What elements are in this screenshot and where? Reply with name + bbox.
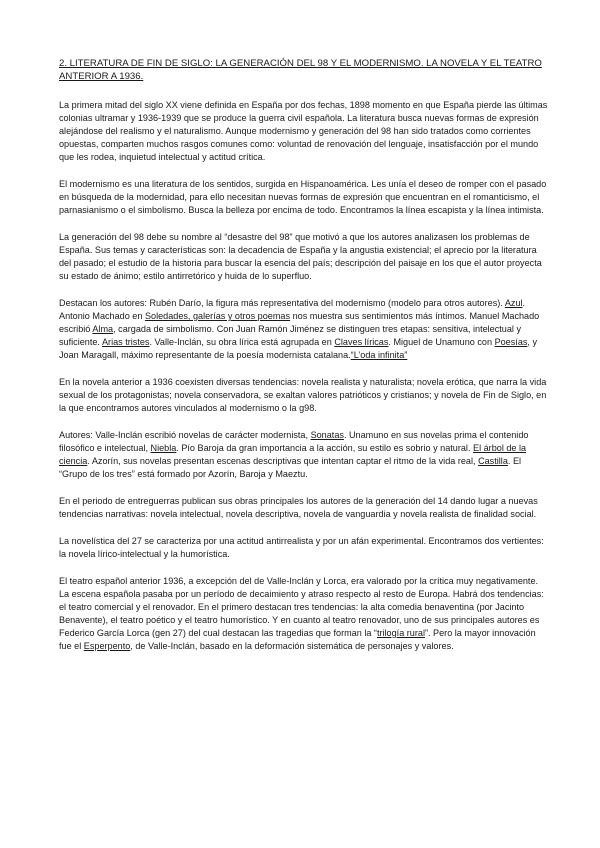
- text-run: La generación del 98 debe su nombre al “desastre del 98” que motivó a que los autores analizasen los problemas de España. Sus temas y características son: la decadencia de España y la angustia existencial; el aprecio por la literatura del pasado; el estudio de la historia para buscar la esencia del país; descripción del paisaje en los que el autor proyecta su estado de ánimo; estilo antirretórico y huida de lo superfluo.: [59, 232, 542, 281]
- text-run: La novelística del 27 se caracteriza por una actitud antirrealista y por un afán experimental. Encontramos dos vertientes: la novela lírico-intelectual y la humorística.: [59, 536, 544, 559]
- text-run: . Antonio Machado en: [59, 298, 526, 321]
- paragraph: [59, 178, 549, 217]
- text-run: Destacan los autores: Rubén Darío, la figura más representativa del modernismo (modelo para otros autores).: [59, 298, 505, 308]
- work-title: Castilla: [478, 456, 508, 466]
- text-run: , de Valle-Inclán, basado en la deformación sistemática de personajes y valores.: [130, 641, 454, 651]
- work-title: Soledades, galerías y otros poemas: [144, 311, 291, 321]
- text-run: En la novela anterior a 1936 coexisten diversas tendencias: novela realista y naturalista; novela erótica, que narra la vida sexual de los protagonistas; novela conservadora, se exaltan valores patrióticos y cristianos; y novela de Fin de Siglo, en la que encontramos autores vinculados al modernismo o la g98.: [59, 377, 547, 413]
- text-run: . Valle-Inclán, su obra lírica está agrupada en: [149, 337, 335, 347]
- paragraph: [59, 376, 549, 415]
- work-title: Arias tristes: [101, 337, 150, 347]
- text-run: nos muestra sus sentimientos más íntimos. Manuel Machado escribió: [59, 311, 540, 334]
- text-run: . Unamuno en sus novelas prima el contenido filosófico e intelectual,: [59, 430, 529, 453]
- work-title: Poesías: [494, 337, 528, 347]
- work-title: trilogía rural: [376, 628, 425, 638]
- work-title: Esperpento: [83, 641, 131, 651]
- document-page: [59, 57, 549, 667]
- text-run: . Azorín, sus novelas presentan escenas descriptivas que intentan captar el ritmo de la vida real,: [87, 456, 479, 466]
- text-run: El modernismo es una literatura de los sentidos, surgida en Hispanoamérica. Les unía el deseo de romper con el pasado en búsqueda de la modernidad, para ello necesitan nuevas formas de expresión que encuentran en el romanticismo, el parnasianismo o el simbolismo. Busca la belleza por encima de todo. Encontramos la línea escapista y la línea intimista.: [59, 179, 547, 215]
- work-title: Sonatas: [310, 430, 344, 440]
- paragraph: [59, 429, 549, 481]
- text-run: En el periodo de entreguerras publican sus obras principales los autores de la generación del 14 dando lugar a nuevas tendencias narrativas: novela intelectual, novela descriptiva, novela de vanguardia y novela realista de finalidad social.: [59, 496, 538, 519]
- work-title: Niebla: [150, 443, 177, 453]
- text-run: ”. Pero la mayor innovación fue el: [59, 628, 536, 651]
- text-run: El teatro español anterior 1936, a excepción del de Valle-Inclán y Lorca, era valorado por la crítica muy negativamente. La escena española pasaba por un período de decaimiento y atraso respecto al resto de Europa. Habrá dos tendencias: el teatro comercial y el renovador. En el primero destacan tres tendencias: la alta comedia benaventina (por Jacinto Benavente), el teatro poético y el teatro humorístico. Y en cuanto al teatro renovador, uno de sus principales autores es Federico García Lorca (gen 27) del cual destacan las tragedias que forman la “: [59, 576, 544, 638]
- paragraph: [59, 231, 549, 283]
- text-run: . El “Grupo de los tres” está formado por Azorín, Baroja y Maeztu.: [59, 456, 522, 479]
- text-run: . Miguel de Unamuno con: [388, 337, 495, 347]
- text-run: , y Joan Maragall, máximo representante de la poesía modernista catalana.: [59, 337, 538, 360]
- work-title: El árbol de la ciencia: [59, 443, 527, 466]
- text-run: , cargada de simbolismo. Con Juan Ramón Jiménez se distinguen tres etapas: sensitiva, intelectual y suficiente.: [59, 324, 522, 347]
- work-title: Alma: [92, 324, 114, 334]
- paragraph: [59, 297, 549, 362]
- work-title: “L’oda infinita”: [350, 350, 408, 360]
- paragraph: [59, 575, 549, 653]
- document-title: 2. LITERATURA DE FIN DE SIGLO: LA GENERACIÓN DEL 98 Y EL MODERNISMO. LA NOVELA Y EL TEATRO ANTERIOR A 1936.: [59, 58, 542, 82]
- text-run: . Pío Baroja da gran importancia a la acción, su estilo es sobrio y natural.: [176, 443, 473, 453]
- paragraph: [59, 495, 549, 521]
- work-title: Claves líricas: [334, 337, 389, 347]
- paragraph: [59, 99, 549, 164]
- paragraph: [59, 535, 549, 561]
- work-title: Azul: [504, 298, 523, 308]
- text-run: Autores: Valle-Inclán escribió novelas de carácter modernista,: [59, 430, 311, 440]
- text-run: La primera mitad del siglo XX viene definida en España por dos fechas, 1898 momento en que España pierde las últimas colonias ultramar y 1936-1939 que se produce la guerra civil española. La literatura busca nuevas formas de expresión alejándose del realismo y el naturalismo. Aunque modernismo y generación del 98 han sido tratados como corrientes opuestas, comparten muchos rasgos comunes como: voluntad de renovación del lenguaje, insatisfacción por el mundo que les rodea, inquietud intelectual y actitud crítica.: [59, 100, 548, 162]
- document-body: [59, 99, 549, 653]
